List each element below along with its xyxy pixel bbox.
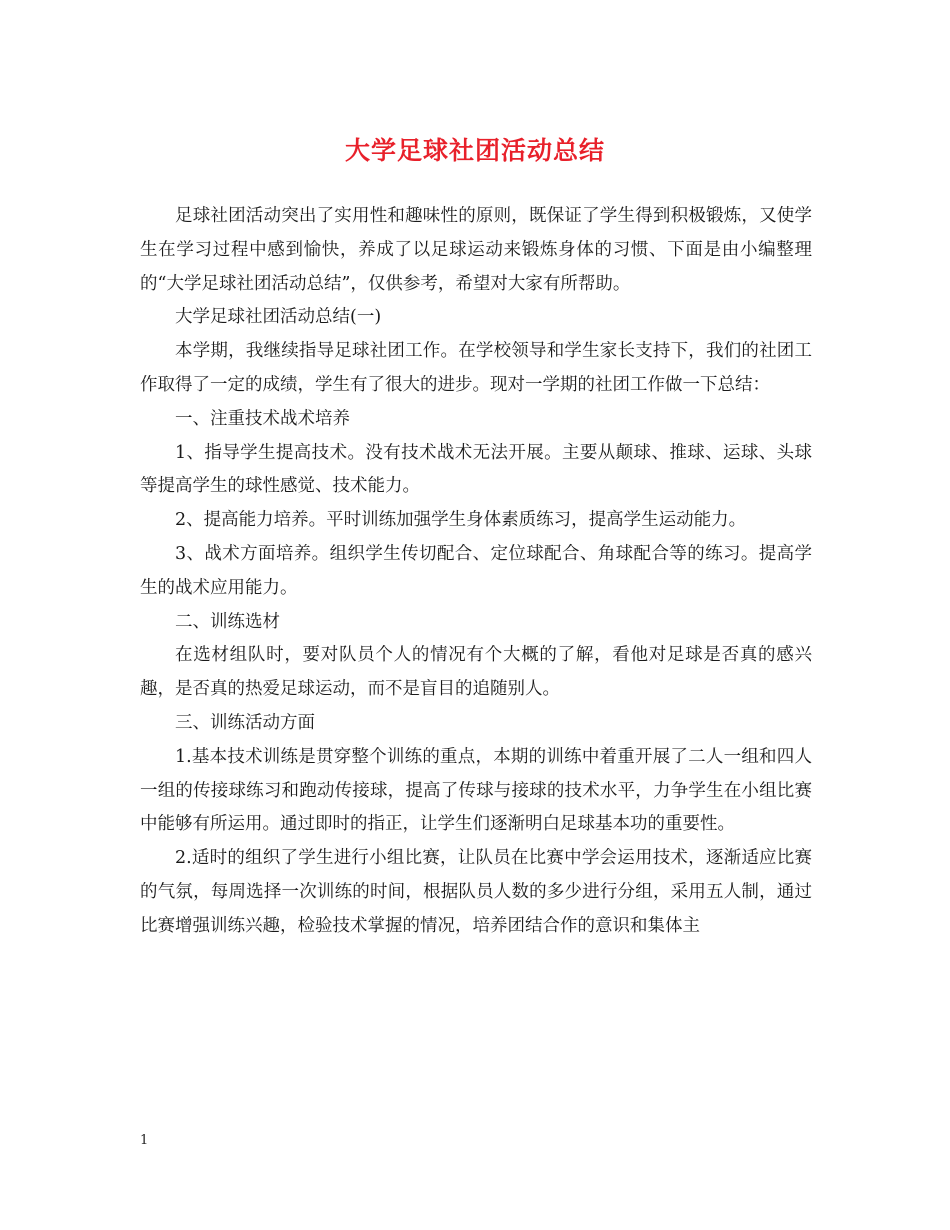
intro-paragraph: 足球社团活动突出了实用性和趣味性的原则，既保证了学生得到积极锻炼，又使学生在学习过程中感到愉快，养成了以足球运动来锻炼身体的习惯、下面是由小编整理的“大学足球社团活动总结”，仅供参考，希望对大家有所帮助。 [140,206,812,294]
document-body [140,200,812,944]
list-item: 2、提高能力培养。平时训练加强学生身体素质练习，提高学生运动能力。 [175,510,747,531]
page-number: 1 [140,1133,149,1148]
list-item: 2.适时的组织了学生进行小组比赛，让队员在比赛中学会运用技术，逐渐适应比赛的气氛，每周选择一次训练的时间，根据队员人数的多少进行分组，采用五人制，通过比赛增强训练兴趣，检验技术掌握的情况，培养团结合作的意识和集体主 [140,848,812,936]
section-heading: 三、训练活动方面 [175,712,315,733]
section-heading: 二、训练选材 [175,611,280,632]
body-paragraph: 本学期，我继续指导足球社团工作。在学校领导和学生家长支持下，我们的社团工作取得了一定的成绩，学生有了很大的进步。现对一学期的社团工作做一下总结： [140,341,812,395]
body-paragraph: 在选材组队时，要对队员个人的情况有个大概的了解，看他对足球是否真的感兴趣，是否真的热爱足球运动，而不是盲目的追随别人。 [140,645,812,700]
section-heading-summary-one: 大学足球社团活动总结(一) [175,307,382,328]
list-item: 1、指导学生提高技术。没有技术战术无法开展。主要从颠球、推球、运球、头球等提高学生的球性感觉、技术能力。 [140,442,812,497]
list-item: 1.基本技术训练是贯穿整个训练的重点，本期的训练中着重开展了二人一组和四人一组的传接球练习和跑动传接球，提高了传球与接球的技术水平，力争学生在小组比赛中能够有所运用。通过即时的指正，让学生们逐渐明白足球基本功的重要性。 [140,746,812,835]
section-heading: 一、注重技术战术培养 [175,408,350,429]
document-title: 大学足球社团活动总结 [344,136,605,165]
list-item: 3、战术方面培养。组织学生传切配合、定位球配合、角球配合等的练习。提高学生的战术应用能力。 [140,543,812,598]
